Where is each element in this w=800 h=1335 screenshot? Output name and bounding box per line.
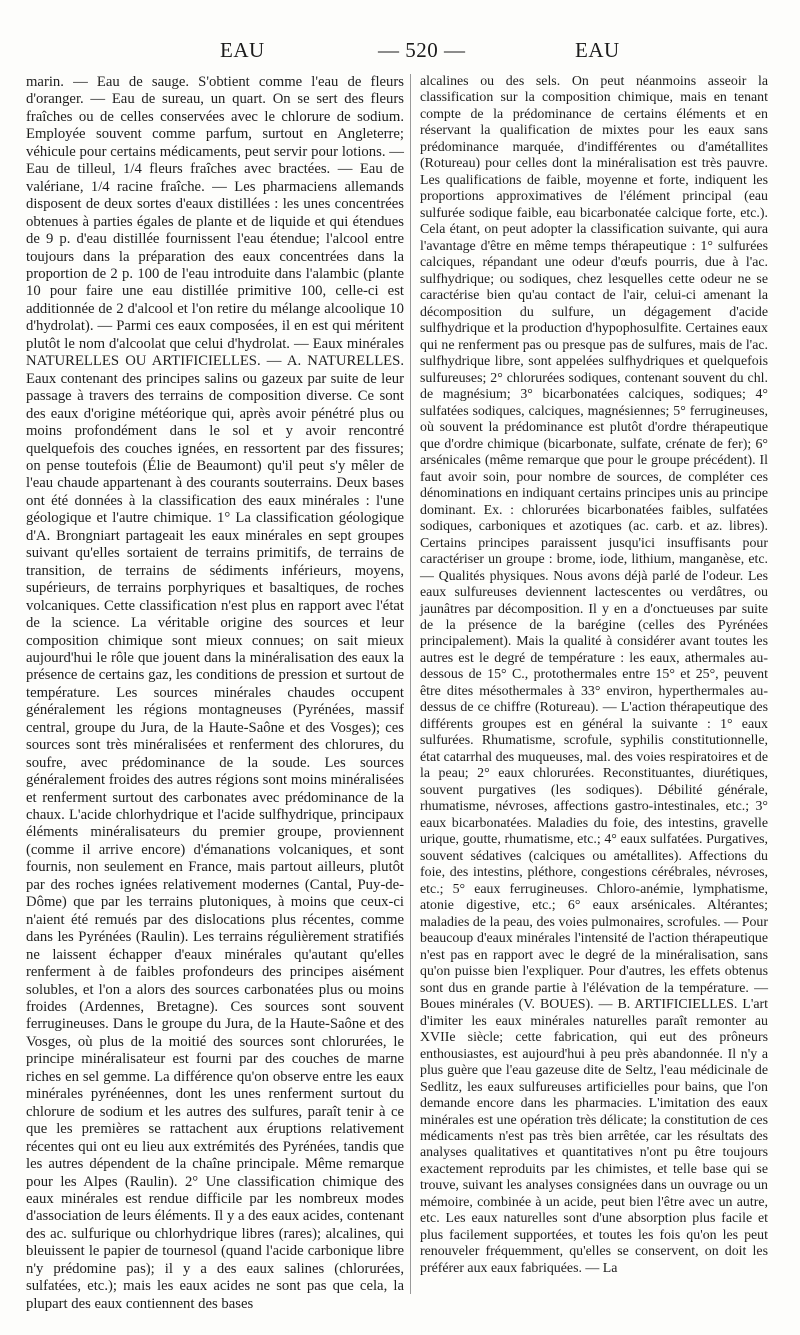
left-column-text: marin. — Eau de sauge. S'obtient comme l'eau de fleurs d'oranger. — Eau de sureau, un quart. On se sert des fleurs fraîches ou de celles conservées avec le chlorure de sodium. Employée souvent comme parfum, surtout en Angleterre; véhicule pour certains médicaments, peut servir pour lotions. — Eau de tilleul, 1/4 fleurs fraîches avec bractées. — Eau de valériane, 1/4 racine fraîche. — Les pharmaciens allemands disposent de deux sortes d'eaux distillées : les unes concentrées obtenues à parties égales de plante et de liquide et qui étendues de 9 p. d'eau distillée fournissent l'eau étendue; l'alcool entre toujours dans la préparation des eaux concentrées dans la proportion de 2 p. 100 de l'eau introduite dans l'alambic (plante 10 pour faire une eau distillée primitive 100, celle-ci est additionnée de 2 d'alcool et l'on retire du mélange alcoolique 10 d'hydrolat). — Parmi ces eaux composées, il en est qui méritent plutôt le nom d'alcoolat que celui d'hydrolat. — Eaux minérales NATURELLES OU ARTIFICIELLES. — A. NATURELLES. Eaux contenant des principes salins ou gazeux par suite de leur passage à travers des terrains de composition diverse. Ce sont des eaux d'origine météorique qui, après avoir pénétré plus ou moins profondément dans le sol et y avoir rencontré quelquefois des couches ignées, en ressortent par des fissures; on pense toutefois (Élie de Beaumont) qu'il peut s'y mêler de l'eau chaude appartenant à des courants souterrains. Deux bases ont été données à la classification des eaux minérales : l'une géologique et l'autre chimique. 1° La classification géologique d'A. Brongniart partageait les eaux minérales en sept groupes suivant qu'elles sortaient de terrains primitifs, de terrains de transition, de terrains de sédiments inférieurs, moyens, supérieurs, de terrains porphyriques et basaltiques, de roches volcaniques. Cette classification n'est plus en rapport avec l'état de la science. La véritable origine des sources et leur composition chimique sont mieux connues; on sait mieux aujourd'hui le rôle que jouent dans la minéralisation des eaux la présence de certains gaz, les conditions de pression et surtout de température. Les sources minérales chaudes occupent généralement les régions montagneuses (Pyrénées, massif central, groupe du Jura, de la Haute-Saône et des Vosges); ces sources sont très minéralisées et renferment des chlorures, du soufre, avec prédominance de la soude. Les sources généralement froides des autres régions sont moins minéralisées et renferment surtout des carbonates avec prédominance de la chaux. L'acide chlorhydrique et l'acide sulfhydrique, principaux éléments minéralisateurs du premier groupe, proviennent (comme il arrive encore) d'émanations volcaniques, et sont fournis, non seulement en France, mais partout ailleurs, plutôt par des roches ignées relativement modernes (Cantal, Puy-de-Dôme) que par les terrains plutoniques, à moins que ceux-ci n'aient été remués par des dislocations plus récentes, comme dans les Pyrénées (Raulin). Les terrains régulièrement stratifiés ne laissent échapper d'eaux minérales qu'autant qu'elles renferment à de faibles profondeurs des principes aisément solubles, et l'on a alors des sources carbonatées plus ou moins froides (Ardennes, Bretagne). Ces sources sont souvent ferrugineuses. Dans le groupe du Jura, de la Haute-Saône et des Vosges, où plus de la moitié des sources sont chlorurées, le principe minéralisateur est fourni par des couches de marne riches en sel gemme. La différence qu'on observe entre les eaux minérales pyrénéennes, dont les unes renferment surtout du chlorure de sodium et les autres des sulfures, paraît tenir à ce que les premières se rattachent aux éruptions relativement récentes qui ont eu lieu aux extrémités des Pyrénées, tandis que les autres dépendent de la chaîne principale. Même remarque pour les Alpes (Raulin). 2° Une classification chimique des eaux minérales est rendue difficile par les nombreux modes d'association de leurs éléments. Il y a des eaux acides, contenant des ac. sulfurique ou chlorhydrique libres (rares); alcalines, qui bleuissent le papier de tournesol (quand l'acide carbonique libre n'y prédomine pas); il y a des eaux salines (chlorurées, sulfatées, etc.); mais les eaux acides ne sont pas que cela, la plupart des eaux contiennent des bases: [26, 74, 404, 1312]
right-column-text: alcalines ou des sels. On peut néanmoins asseoir la classification sur la composition chimique, mais en tenant compte de la prédominance de certains éléments et en réservant la qualification de mixtes pour les eaux sans prédominance marquée, d'indifférentes ou d'amétallites (Rotureau) pour celles dont la minéralisation est très pauvre. Les qualifications de faible, moyenne et forte, indiquent les proportions approximatives de l'élément principal (eau sulfurée sodique faible, eau bicarbonatée calcique forte, etc.). Cela étant, on peut adopter la classification suivante, qui aura l'avantage d'être en même temps thérapeutique : 1° sulfurées calciques, répandant une odeur d'œufs pourris, due à l'ac. sulfhydrique; ou sodiques, chez lesquelles cette odeur ne se caractérise bien qu'au contact de l'air, celui-ci amenant la décomposition du sulfure, un dégagement d'acide sulfhydrique et la production d'hypophosulfite. Certaines eaux qui ne renferment pas ou presque pas de sulfures, mais de l'ac. sulfhydrique libre, sont appelées sulfhydriques et quelquefois sulfureuses; 2° chlorurées sodiques, contenant souvent du chl. de magnésium; 3° bicarbonatées calciques, sodiques; 4° sulfatées sodiques, calciques, magnésiennes; 5° ferrugineuses, où souvent la prédominance est plutôt d'ordre thérapeutique que d'ordre chimique (bicarbonate, sulfate, crénate de fer); 6° arsénicales (même remarque que pour le groupe précédent). Il faut avoir soin, pour nombre de sources, de compléter ces dénominations en indiquant certains principes unis au principe dominant. Ex. : chlorurées bicarbonatées faibles, sulfatées sodiques, carboniques et azotiques (ac. carb. et az. libres). Certains principes paraissent jusqu'ici insuffisants pour caractériser un groupe : brome, iode, lithium, manganèse, etc. — Qualités physiques. Nous avons déjà parlé de l'odeur. Les eaux sulfureuses deviennent lactescentes ou verdâtres, ou jaunâtres par décomposition. Il y en a d'onctueuses par suite de la présence de la barégine (celles des Pyrénées principalement). Mais la qualité à considérer avant toutes les autres est le degré de température : les eaux, athermales au-dessous de 15° C., protothermales entre 15° et 25°, peuvent être dites mésothermales à 33° environ, hyperthermales au-dessus de ce chiffre (Rotureau). — L'action thérapeutique des différents groupes est en général la suivante : 1° eaux sulfurées. Rhumatisme, scrofule, syphilis constitutionnelle, état catarrhal des muqueuses, mal. des voies respiratoires et de la peau; 2° eaux chlorurées. Reconstituantes, diurétiques, souvent purgatives (les sodiques). Débilité générale, rhumatisme, névroses, affections gastro-intestinales, etc.; 3° eaux bicarbonatées. Maladies du foie, des intestins, gravelle urique, goutte, rhumatisme, etc.; 4° eaux sulfatées. Purgatives, souvent sédatives (calciques ou amétallites). Affections du foie, des intestins, pléthore, congestions cérébrales, névroses, etc.; 5° eaux ferrugineuses. Chloro-anémie, lymphatisme, atonie digestive, etc.; 6° eaux arsénicales. Altérantes; maladies de la peau, des voies pulmonaires, scrofules. — Pour beaucoup d'eaux minérales l'intensité de l'action thérapeutique n'est pas en rapport avec le degré de la minéralisation, sans qu'on puisse bien l'expliquer. Pour d'autres, les effets obtenus sont dus en grande partie à l'élévation de la température. — Boues minérales (V. BOUES). — B. ARTIFICIELLES. L'art d'imiter les eaux minérales naturelles paraît remonter au XVIIe siècle; cette fabrication, qui eut des prôneurs enthousiastes, est aujourd'hui à peu près abandonnée. Il n'y a plus guère que l'eau gazeuse dite de Seltz, l'eau médicinale de Sedlitz, les eaux sulfureuses artificielles pour bains, que l'on demande encore dans les pharmacies. L'imitation des eaux minérales est une opération très délicate; la constitution de ces médicaments n'est pas très bien arrêtée, car les résultats des analyses qualitatives et quantitatives n'ont pu être toujours exactement reproduits par les chimistes, et telle base qui se trouve, suivant les analyses consignées dans un ouvrage ou un mémoire, combinée à un acide, peut bien l'être avec un autre, etc. Les eaux naturelles sont d'une absorption plus facile et plus facilement supportées, et toutes les fois qu'on les peut renouveler fréquemment, qu'elles se conservent, on doit les préférer aux eaux fabriquées. — La: [420, 74, 768, 1276]
right-text-column: [420, 74, 768, 1277]
left-text-column: [26, 74, 404, 1313]
column-divider: [410, 74, 411, 1294]
header-left-word: EAU: [220, 38, 265, 62]
header-right-word: EAU: [575, 38, 620, 62]
page-number: — 520 —: [378, 38, 466, 62]
running-header: [0, 38, 800, 68]
